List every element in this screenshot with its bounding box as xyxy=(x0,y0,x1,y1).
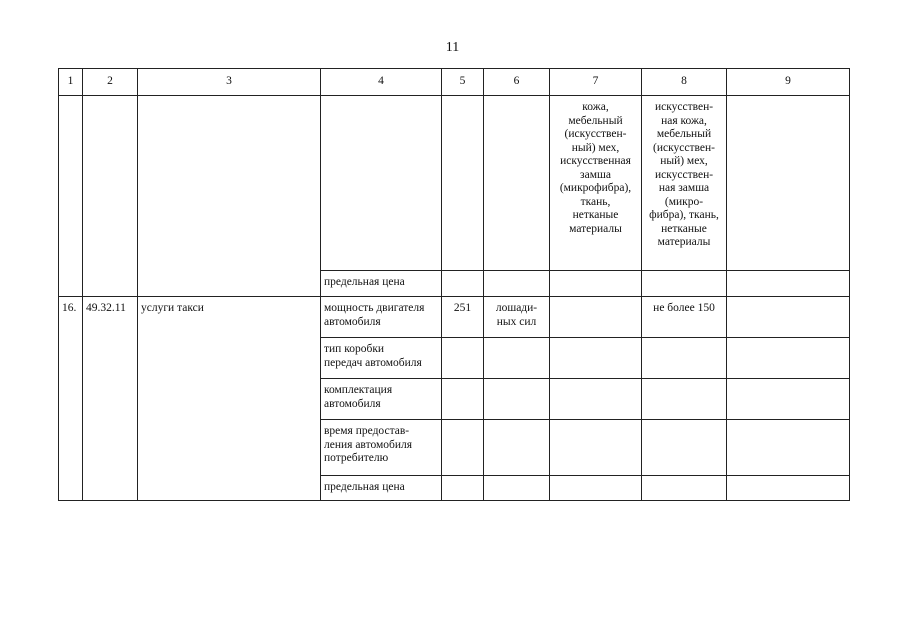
requirements-table xyxy=(58,68,850,501)
header-cell: 8 xyxy=(642,69,727,96)
header-cell: 6 xyxy=(484,69,550,96)
header-cell: 3 xyxy=(138,69,321,96)
cell-empty xyxy=(550,271,642,297)
cell-empty xyxy=(442,96,484,271)
cell-empty xyxy=(727,96,850,271)
cell-empty xyxy=(642,271,727,297)
row-number: 16. xyxy=(59,297,83,501)
characteristic-label: мощность двигателя автомобиля xyxy=(321,297,442,338)
value-col7 xyxy=(550,338,642,379)
cell-empty xyxy=(138,96,321,297)
row-16-power xyxy=(59,297,850,338)
cell-empty xyxy=(442,271,484,297)
header-cell: 7 xyxy=(550,69,642,96)
value-col8 xyxy=(642,338,727,379)
cell-empty xyxy=(727,420,850,476)
cell-empty xyxy=(727,379,850,420)
unit-name xyxy=(484,476,550,501)
okei-code: 251 xyxy=(442,297,484,338)
header-cell: 9 xyxy=(727,69,850,96)
okei-code xyxy=(442,476,484,501)
service-name: услуги такси xyxy=(138,297,321,501)
characteristic-label: тип коробки передач автомобиля xyxy=(321,338,442,379)
characteristic-label: предельная цена xyxy=(321,476,442,501)
header-cell: 4 xyxy=(321,69,442,96)
value-col8 xyxy=(642,476,727,501)
value-col8: не более 150 xyxy=(642,297,727,338)
unit-name xyxy=(484,338,550,379)
value-col8 xyxy=(642,420,727,476)
unit-name xyxy=(484,379,550,420)
page-number: 11 xyxy=(445,40,460,55)
cell-empty xyxy=(727,476,850,501)
material-values-7: кожа, мебельный (искусствен- ный) мех, искусственная замша (микрофибра), ткань, нетканые материалы xyxy=(550,96,642,271)
characteristic-label: время предостав- ления автомобиля потребителю xyxy=(321,420,442,476)
characteristic-label: комплектация автомобиля xyxy=(321,379,442,420)
price-label: предельная цена xyxy=(321,271,442,297)
value-col8 xyxy=(642,379,727,420)
cell-empty xyxy=(321,96,442,271)
cell-empty xyxy=(83,96,138,297)
material-values-8: искусствен- ная кожа, мебельный (искусствен- ный) мех, искусствен- ная замша (микро- фибра), ткань, нетканые материалы xyxy=(642,96,727,271)
cell-empty xyxy=(727,271,850,297)
continuation-row xyxy=(59,96,850,271)
value-col7 xyxy=(550,379,642,420)
header-cell: 1 xyxy=(59,69,83,96)
cell-empty xyxy=(727,297,850,338)
cell-empty xyxy=(59,96,83,297)
value-col7 xyxy=(550,297,642,338)
okpd2-code: 49.32.11 xyxy=(83,297,138,501)
header-cell: 5 xyxy=(442,69,484,96)
okei-code xyxy=(442,420,484,476)
okei-code xyxy=(442,338,484,379)
cell-empty xyxy=(727,338,850,379)
unit-name xyxy=(484,420,550,476)
okei-code xyxy=(442,379,484,420)
value-col7 xyxy=(550,476,642,501)
value-col7 xyxy=(550,420,642,476)
cell-empty xyxy=(484,96,550,271)
header-cell: 2 xyxy=(83,69,138,96)
unit-name: лошади- ных сил xyxy=(484,297,550,338)
header-row xyxy=(59,69,850,96)
cell-empty xyxy=(484,271,550,297)
